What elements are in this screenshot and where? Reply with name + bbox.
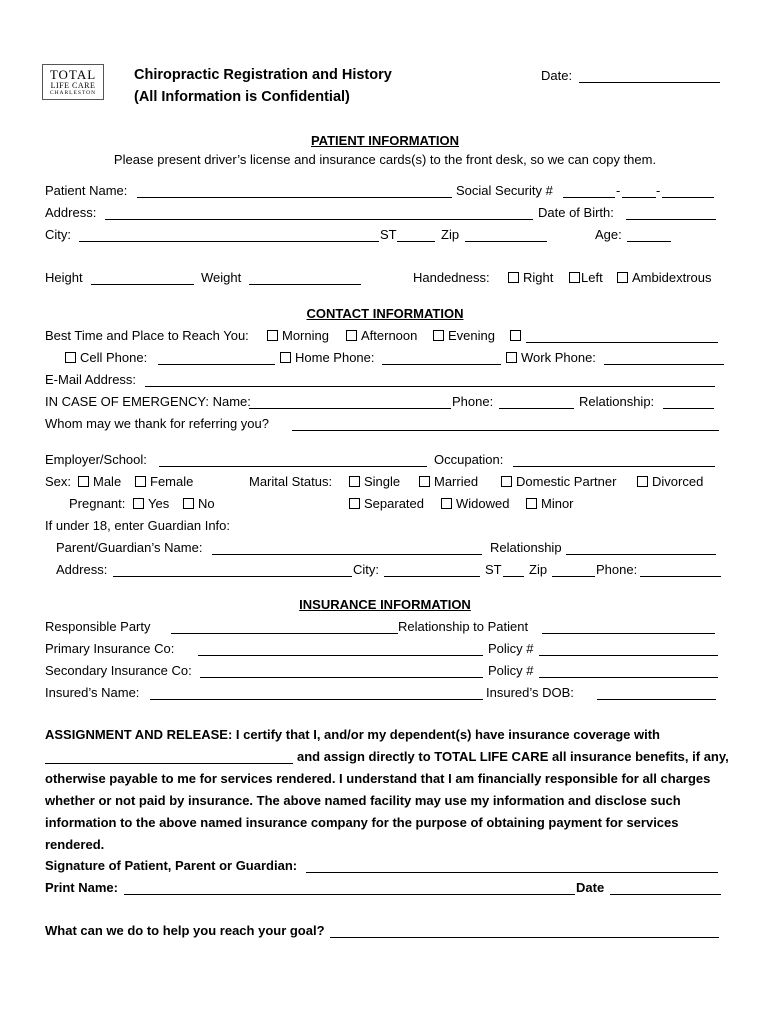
pregnant-label: Pregnant: bbox=[69, 496, 126, 511]
checkbox-icon[interactable] bbox=[508, 272, 519, 283]
handedness-right[interactable] bbox=[508, 270, 553, 286]
option-morning[interactable] bbox=[267, 328, 329, 344]
insured-dob-field[interactable] bbox=[597, 699, 716, 700]
goal-label: What can we do to help you reach your goal? bbox=[45, 923, 325, 938]
dob-label: Date of Birth: bbox=[538, 205, 614, 220]
policy2-field[interactable] bbox=[539, 677, 718, 678]
guardian-zip-field[interactable] bbox=[552, 576, 595, 577]
best-time-label: Best Time and Place to Reach You: bbox=[45, 328, 249, 343]
work-phone-label: Work Phone: bbox=[521, 350, 596, 365]
handedness-left-label: Left bbox=[581, 270, 603, 285]
checkbox-icon[interactable] bbox=[419, 476, 430, 487]
checkbox-icon[interactable] bbox=[433, 330, 444, 341]
age-label: Age: bbox=[595, 227, 622, 242]
option-afternoon-label: Afternoon bbox=[361, 328, 418, 343]
checkbox-icon[interactable] bbox=[510, 330, 521, 341]
emergency-label: IN CASE OF EMERGENCY: Name: bbox=[45, 394, 251, 409]
form-subtitle: (All Information is Confidential) bbox=[134, 89, 350, 105]
employer-field[interactable] bbox=[159, 466, 427, 467]
age-field[interactable] bbox=[627, 241, 671, 242]
checkbox-icon[interactable] bbox=[637, 476, 648, 487]
referral-field[interactable] bbox=[292, 430, 719, 431]
primary-insurance-label: Primary Insurance Co: bbox=[45, 641, 175, 656]
emergency-relationship-field[interactable] bbox=[663, 408, 714, 409]
secondary-insurance-field[interactable] bbox=[200, 677, 483, 678]
guardian-zip-label: Zip bbox=[529, 562, 548, 577]
sign-date-field[interactable] bbox=[610, 894, 721, 895]
work-phone[interactable] bbox=[506, 350, 596, 366]
checkbox-icon[interactable] bbox=[267, 330, 278, 341]
work-phone-field[interactable] bbox=[604, 364, 724, 365]
emergency-name-field[interactable] bbox=[249, 408, 451, 409]
height-label: Height bbox=[45, 270, 83, 285]
print-name-field[interactable] bbox=[124, 894, 575, 895]
sex-female-label: Female bbox=[150, 474, 194, 489]
ssn-field-1[interactable] bbox=[563, 197, 615, 198]
option-other-field[interactable] bbox=[526, 342, 718, 343]
dob-field[interactable] bbox=[626, 219, 716, 220]
marital-widowed[interactable] bbox=[441, 496, 509, 512]
date-field[interactable] bbox=[579, 82, 720, 83]
assignment-line-5: information to the above named insurance company for the purpose of obtaining payment for services bbox=[45, 815, 679, 830]
patient-name-field[interactable] bbox=[137, 197, 452, 198]
ssn-label: Social Security # bbox=[456, 183, 553, 198]
cell-phone-label: Cell Phone: bbox=[80, 350, 148, 365]
pregnant-no-label: No bbox=[198, 496, 215, 511]
relationship-patient-label: Relationship to Patient bbox=[398, 619, 529, 634]
form-title: Chiropractic Registration and History bbox=[134, 67, 392, 83]
signature-field[interactable] bbox=[306, 872, 718, 873]
occupation-label: Occupation: bbox=[434, 452, 504, 467]
checkbox-icon[interactable] bbox=[349, 476, 360, 487]
emergency-phone-field[interactable] bbox=[499, 408, 574, 409]
zip-label: Zip bbox=[441, 227, 460, 242]
insured-dob-label: Insured’s DOB: bbox=[486, 685, 574, 700]
marital-minor-label: Minor bbox=[541, 496, 574, 511]
checkbox-icon[interactable] bbox=[183, 498, 194, 509]
guardian-relationship-field[interactable] bbox=[566, 554, 716, 555]
marital-separated-label: Separated bbox=[364, 496, 424, 511]
email-label: E-Mail Address: bbox=[45, 372, 137, 387]
policy-label: Policy # bbox=[488, 641, 534, 656]
guardian-name-field[interactable] bbox=[212, 554, 482, 555]
marital-widowed-label: Widowed bbox=[456, 496, 510, 511]
home-phone-label: Home Phone: bbox=[295, 350, 375, 365]
pregnant-yes[interactable] bbox=[133, 496, 169, 512]
checkbox-icon[interactable] bbox=[346, 330, 357, 341]
height-field[interactable] bbox=[91, 284, 194, 285]
marital-status-label: Marital Status: bbox=[249, 474, 333, 489]
cell-phone-field[interactable] bbox=[158, 364, 275, 365]
responsible-party-field[interactable] bbox=[171, 633, 398, 634]
home-phone[interactable] bbox=[280, 350, 375, 366]
assignment-line-1: ASSIGNMENT AND RELEASE: I certify that I, and/or my dependent(s) have insurance coverage with bbox=[45, 727, 660, 742]
marital-single-label: Single bbox=[364, 474, 401, 489]
guardian-address-field[interactable] bbox=[113, 576, 352, 577]
goal-field[interactable] bbox=[330, 937, 719, 938]
option-evening-label: Evening bbox=[448, 328, 495, 343]
checkbox-icon[interactable] bbox=[65, 352, 76, 363]
marital-minor[interactable] bbox=[526, 496, 574, 512]
handedness-ambi[interactable] bbox=[617, 270, 711, 286]
pregnant-yes-label: Yes bbox=[148, 496, 170, 511]
assignment-line-2: and assign directly to TOTAL LIFE CARE all insurance benefits, if any, bbox=[297, 749, 729, 764]
handedness-label: Handedness: bbox=[413, 270, 490, 285]
option-morning-label: Morning bbox=[282, 328, 329, 343]
contact-info-heading: CONTACT INFORMATION bbox=[306, 306, 464, 321]
checkbox-icon[interactable] bbox=[569, 272, 580, 283]
marital-separated[interactable] bbox=[349, 496, 424, 512]
relationship-patient-field[interactable] bbox=[542, 633, 715, 634]
signature-label: Signature of Patient, Parent or Guardian: bbox=[45, 858, 298, 873]
primary-insurance-field[interactable] bbox=[198, 655, 483, 656]
marital-domestic[interactable] bbox=[501, 474, 616, 490]
checkbox-icon[interactable] bbox=[501, 476, 512, 487]
logo-line1: TOTAL bbox=[49, 67, 97, 82]
checkbox-icon[interactable] bbox=[506, 352, 517, 363]
under-18-label: If under 18, enter Guardian Info: bbox=[45, 518, 231, 533]
employer-label: Employer/School: bbox=[45, 452, 147, 467]
cell-phone[interactable] bbox=[65, 350, 147, 366]
print-name-label: Print Name: bbox=[45, 880, 118, 895]
marital-domestic-label: Domestic Partner bbox=[516, 474, 617, 489]
marital-married[interactable] bbox=[419, 474, 478, 490]
option-afternoon[interactable] bbox=[346, 328, 417, 344]
guardian-name-label: Parent/Guardian’s Name: bbox=[56, 540, 203, 555]
insured-name-label: Insured’s Name: bbox=[45, 685, 140, 700]
marital-divorced-label: Divorced bbox=[652, 474, 704, 489]
guardian-relationship-label: Relationship bbox=[490, 540, 562, 555]
checkbox-icon[interactable] bbox=[349, 498, 360, 509]
checkbox-icon[interactable] bbox=[78, 476, 89, 487]
assignment-line-4: whether or not paid by insurance. The above named facility may use my information and disclose such bbox=[45, 793, 681, 808]
insured-name-field[interactable] bbox=[150, 699, 483, 700]
patient-instructions: Please present driver’s license and insurance cards(s) to the front desk, so we can copy them. bbox=[113, 152, 657, 167]
ssn-sep-2: - bbox=[656, 183, 661, 198]
logo bbox=[42, 64, 104, 100]
sex-male[interactable] bbox=[78, 474, 121, 490]
address-field[interactable] bbox=[105, 219, 533, 220]
guardian-phone-field[interactable] bbox=[640, 576, 721, 577]
emergency-relationship-label: Relationship: bbox=[579, 394, 655, 409]
marital-married-label: Married bbox=[434, 474, 479, 489]
marital-single[interactable] bbox=[349, 474, 400, 490]
guardian-phone-label: Phone: bbox=[596, 562, 638, 577]
handedness-ambi-label: Ambidextrous bbox=[632, 270, 712, 285]
insurance-info-heading: INSURANCE INFORMATION bbox=[299, 597, 471, 612]
st-field[interactable] bbox=[397, 241, 435, 242]
checkbox-icon[interactable] bbox=[441, 498, 452, 509]
city-label: City: bbox=[45, 227, 71, 242]
handedness-left[interactable] bbox=[569, 270, 603, 286]
checkbox-icon[interactable] bbox=[133, 498, 144, 509]
handedness-right-label: Right bbox=[523, 270, 554, 285]
checkbox-icon[interactable] bbox=[135, 476, 146, 487]
date-label: Date: bbox=[541, 68, 573, 83]
logo-line3: CHARLESTON bbox=[49, 90, 97, 96]
checkbox-icon[interactable] bbox=[280, 352, 291, 363]
emergency-phone-label: Phone: bbox=[452, 394, 494, 409]
responsible-party-label: Responsible Party bbox=[45, 619, 151, 634]
checkbox-icon[interactable] bbox=[617, 272, 628, 283]
assignment-line-3: otherwise payable to me for services rendered. I understand that I am financially responsible for all charges bbox=[45, 771, 711, 786]
sign-date-label: Date bbox=[576, 880, 605, 895]
ssn-sep-1: - bbox=[616, 183, 621, 198]
st-label: ST bbox=[380, 227, 397, 242]
ssn-field-3[interactable] bbox=[662, 197, 714, 198]
referral-label: Whom may we thank for referring you? bbox=[45, 416, 269, 431]
ssn-field-2[interactable] bbox=[622, 197, 656, 198]
marital-divorced[interactable] bbox=[637, 474, 703, 490]
occupation-field[interactable] bbox=[513, 466, 715, 467]
guardian-st-label: ST bbox=[485, 562, 502, 577]
email-field[interactable] bbox=[145, 386, 715, 387]
assignment-line-6: rendered. bbox=[45, 837, 105, 852]
policy-field[interactable] bbox=[539, 655, 718, 656]
weight-label: Weight bbox=[201, 270, 242, 285]
pregnant-no[interactable] bbox=[183, 496, 215, 512]
insurance-coverage-field[interactable] bbox=[45, 763, 293, 764]
guardian-st-field[interactable] bbox=[503, 576, 524, 577]
option-other[interactable] bbox=[510, 328, 525, 344]
option-evening[interactable] bbox=[433, 328, 495, 344]
home-phone-field[interactable] bbox=[382, 364, 501, 365]
sex-label: Sex: bbox=[45, 474, 72, 489]
policy2-label: Policy # bbox=[488, 663, 534, 678]
sex-male-label: Male bbox=[93, 474, 122, 489]
patient-name-label: Patient Name: bbox=[45, 183, 128, 198]
weight-field[interactable] bbox=[249, 284, 361, 285]
zip-field[interactable] bbox=[465, 241, 547, 242]
logo-line2: LIFE CARE bbox=[50, 81, 96, 90]
guardian-city-label: City: bbox=[353, 562, 379, 577]
city-field[interactable] bbox=[79, 241, 379, 242]
secondary-insurance-label: Secondary Insurance Co: bbox=[45, 663, 192, 678]
guardian-city-field[interactable] bbox=[384, 576, 480, 577]
checkbox-icon[interactable] bbox=[526, 498, 537, 509]
address-label: Address: bbox=[45, 205, 97, 220]
guardian-address-label: Address: bbox=[56, 562, 108, 577]
sex-female[interactable] bbox=[135, 474, 193, 490]
patient-info-heading: PATIENT INFORMATION bbox=[310, 133, 460, 148]
